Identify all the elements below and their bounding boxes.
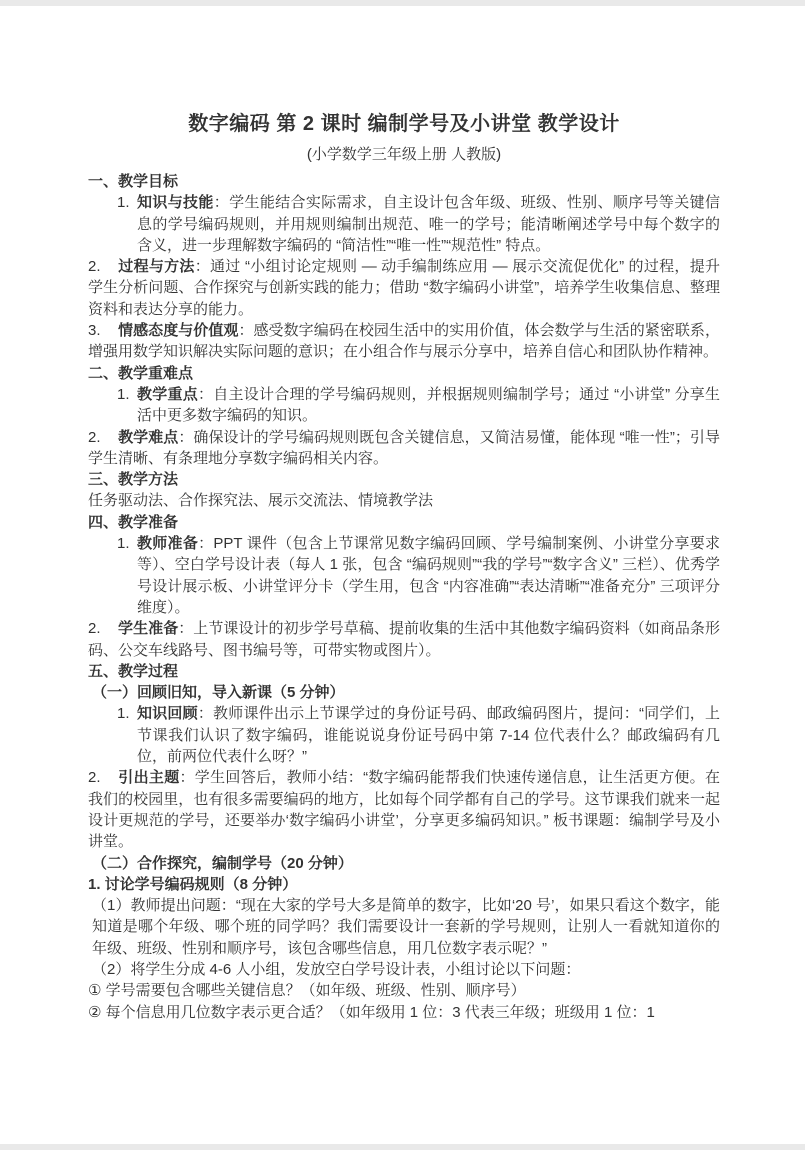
item-text: ：教师课件出示上节课学过的身份证号码、邮政编码图片，提问：“同学们，上节课我们认识了数字编码，谁能说说身份证号码中第 7-14 位代表什么？邮政编码有几位，前两位代表什么呀？”: [137, 705, 720, 766]
list-number: 1.: [117, 535, 130, 553]
list-item-values: [88, 320, 720, 363]
item-label: 学生准备: [118, 620, 179, 638]
list-item-teaching-focus: [88, 384, 720, 427]
list-number: 2.: [88, 258, 101, 276]
section-heading-goals: 一、教学目标: [88, 173, 179, 190]
list-item-teacher-prep: [88, 533, 720, 618]
item-label: 情感态度与价值观: [118, 322, 239, 340]
item-label: 知识与技能: [137, 194, 214, 212]
item-text: ：上节课设计的初步学号草稿、提前收集的生活中其他数字编码资料（如商品条形码、公交车线路号、图书编号等，可带实物或图片）。: [88, 620, 720, 659]
list-item-process-method: [88, 256, 720, 320]
paragraph-teacher-question: [88, 895, 720, 959]
item-text: ：PPT 课件（包含上节课常见数字编码回顾、学号编制案例、小讲堂分享要求等）、空白学号设计表（每人 1 张，包含 “编码规则”“我的学号”“数字含义” 三栏）、优秀学号设计展示板、小讲堂评分卡（学生用，包含 “内容准确”“表达清晰”“准备充分” 三项评分维度）。: [137, 535, 720, 616]
list-number: 1.: [117, 385, 130, 403]
item-text: 任务驱动法、合作探究法、展示交流法、情境教学法: [88, 492, 434, 510]
subsection-heading-review-intro: （一）回顾旧知，导入新课（5 分钟）: [92, 684, 345, 702]
doc-title: 数字编码 第 2 课时 编制学号及小讲堂 教学设计: [188, 113, 620, 135]
section-heading-methods: 三、教学方法: [88, 471, 179, 489]
item-label: 教师准备: [137, 535, 199, 553]
list-item-knowledge-skills: [88, 192, 720, 256]
list-number: 1.: [117, 194, 130, 212]
item-label: 教学重点: [137, 385, 198, 403]
list-item-teaching-difficulty: [88, 427, 720, 470]
paragraph-group-discussion: [88, 959, 720, 980]
list-item-student-prep: [88, 618, 720, 661]
page-content: [88, 110, 720, 1023]
item-text: ：学生回答后，教师小结：“数字编码能帮我们快速传递信息，让生活更方便。在我们的校园里，也有很多需要编码的地方，比如每个同学都有自己的学号。这节课我们就来一起设计更规范的学号，还要举办‘数字编码小讲堂’，分享更多编码知识。” 板书课题：编制学号及小讲堂。: [88, 769, 720, 851]
item-text: ：感受数字编码在校园生活中的实用价值，体会数学与生活的紧密联系，增强用数学知识解决实际问题的意识；在小组合作与展示分享中，培养自信心和团队协作精神。: [88, 322, 720, 361]
section-heading-key-points: 二、教学重难点: [88, 364, 194, 382]
item-text: ：确保设计的学号编码规则既包含关键信息，又简洁易懂，能体现 “唯一性”；引导学生清晰、有条理地分享数字编码相关内容。: [88, 428, 720, 467]
subsub-heading-discuss-rules: 1. 讨论学号编码规则（8 分钟）: [88, 875, 298, 893]
item-label: 知识回顾: [137, 705, 198, 723]
list-number: 2.: [88, 769, 101, 787]
item-text: （1）教师提出问题：“现在大家的学号大多是简单的数字，比如‘20 号’，如果只看这个数字，能知道是哪个年级、哪个班的同学吗？我们需要设计一套新的学号规则，让别人一看就知道你的年级、班级、性别和顺序号，该包含哪些信息，用几位数字表示呢？”: [92, 897, 720, 957]
item-label: 教学难点: [118, 428, 179, 446]
list-item-introduce-topic: [88, 767, 720, 852]
paragraph-methods: [88, 490, 720, 511]
list-number: 2.: [88, 620, 101, 638]
subsection-heading-cooperative-exploration: （二）合作探究，编制学号（20 分钟）: [92, 854, 353, 872]
item-label: 过程与方法: [118, 258, 195, 276]
list-number: 2.: [88, 428, 101, 446]
section-heading-preparation: 四、教学准备: [88, 513, 179, 531]
section-heading-process: 五、教学过程: [88, 662, 179, 680]
item-label: 引出主题: [118, 769, 180, 787]
paragraph-question-2: [88, 1002, 720, 1023]
list-number: 1.: [117, 705, 130, 723]
item-text: （2）将学生分成 4-6 人小组，发放空白学号设计表，小组讨论以下问题：: [92, 960, 581, 978]
paragraph-question-1: [88, 980, 720, 1001]
item-text: ① 学号需要包含哪些关键信息？（如年级、班级、性别、顺序号）: [88, 982, 526, 1000]
list-item-knowledge-review: [88, 703, 720, 767]
document-page: [0, 6, 805, 1144]
item-text: ：学生能结合实际需求，自主设计包含年级、班级、性别、顺序号等关键信息的学号编码规则，并用规则编制出规范、唯一的学号；能清晰阐述学号中每个数字的含义，进一步理解数字编码的 “简洁性”“唯一性”“规范性” 特点。: [137, 194, 720, 254]
item-text: ：通过 “小组讨论定规则 — 动手编制练应用 — 展示交流促优化” 的过程，提升学生分析问题、合作探究与创新实践的能力；借助 “数字编码小讲堂”，培养学生收集信息、整理资料和表达分享的能力。: [88, 258, 720, 318]
doc-body: [88, 171, 720, 1023]
item-text: ：自主设计合理的学号编码规则，并根据规则编制学号；通过 “小讲堂” 分享生活中更多数字编码的知识。: [137, 385, 720, 425]
item-text: ② 每个信息用几位数字表示更合适？（如年级用 1 位：3 代表三年级；班级用 1 位：1: [88, 1003, 655, 1021]
doc-subtitle: (小学数学三年级上册 人教版): [306, 146, 502, 163]
list-number: 3.: [88, 322, 101, 340]
